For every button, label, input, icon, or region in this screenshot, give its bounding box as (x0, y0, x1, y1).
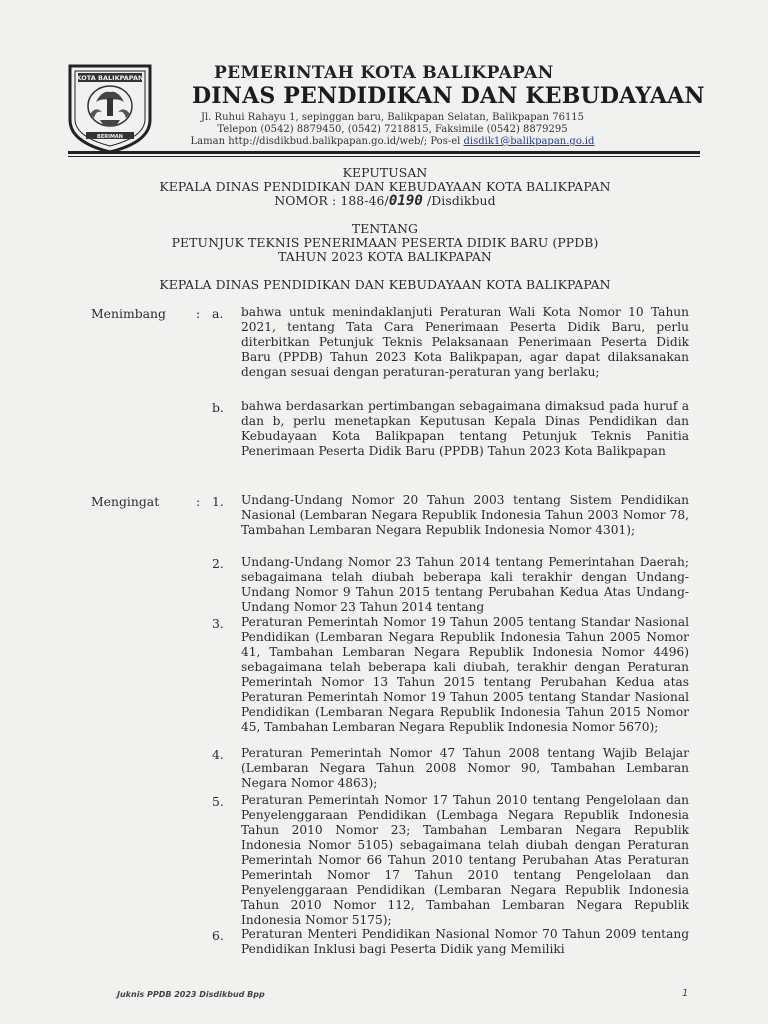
number-suffix: /Disdikbud (422, 193, 496, 208)
about-heading: TENTANG (351, 221, 419, 236)
footer-document-name: Juknis PPDB 2023 Disdikbud Bpp (117, 990, 265, 999)
recalling-item-3: Peraturan Pemerintah Nomor 19 Tahun 2005 tentang Standar Nasional Pendidikan (Lembaran Negara Republik Indonesia Tahun 2005 Nomor 41, Tambahan Lembaran Negara Republik Indonesia Nomor 4496) sebagaimana telah beberapa kali diubah, terakhir dengan Peraturan Pemerintah Nomor 13 Tahun 2015 tentang Perubahan Kedua atas Peraturan Pemerintah Nomor 19 Tahun 2005 tentang Standar Nasional Pendidikan (Lembaran Negara Republik Indonesia Tahun 2015 Nomor 45, Tambahan Lembaran Negara Republik Indonesia Nomor 5670); (241, 615, 689, 734)
web-prefix: Laman http://disdikbud.balikpapan.go.id/web/; Pos-el (190, 136, 464, 147)
handwritten-number: 0190 (388, 193, 423, 209)
decree-heading: KEPUTUSAN (342, 165, 428, 180)
decree-issuer: KEPALA DINAS PENDIDIKAN DAN KEBUDAYAAN KOTA BALIKPAPAN (159, 179, 611, 194)
list-marker: 1. (212, 494, 224, 509)
city-emblem-logo (66, 62, 154, 154)
recalling-item-5: Peraturan Pemerintah Nomor 17 Tahun 2010 tentang Pengelolaan dan Penyelenggaraan Pendidikan (Lembaga Negara Republik Indonesia Tahun 2010 Nomor 23; Tambahan Lembaran Negara Republik Indonesia Nomor 5105) sebagaimana telah diubah dengan Peraturan Pemerintah Nomor 66 Tahun 2010 tentang Perubahan Atas Peraturan Pemerintah Nomor 17 Tahun 2010 tentang Pengelolaan dan Penyelenggaraan Pendidikan (Lembaran Negara Republik Indonesia Tahun 2010 Nomor 112, Tambahan Lembaran Negara Republik Indonesia Nomor 5175); (241, 793, 689, 927)
recalling-label: Mengingat (91, 494, 160, 509)
decree-year: TAHUN 2023 KOTA BALIKPAPAN (278, 249, 492, 264)
recalling-item-6: Peraturan Menteri Pendidikan Nasional Nomor 70 Tahun 2009 tentang Pendidikan Inklusi bagi Peserta Didik yang Memiliki (241, 927, 689, 956)
letterhead-rule-thick (68, 151, 700, 154)
letterhead-rule-thin (68, 156, 700, 157)
official-title: KEPALA DINAS PENDIDIKAN DAN KEBUDAYAAN KOTA BALIKPAPAN (159, 277, 611, 292)
decree-number (90, 194, 680, 208)
emblem-bottom-text: BERIMAN (97, 134, 123, 140)
page-number: 1 (682, 988, 689, 999)
considering-item-a: bahwa untuk menindaklanjuti Peraturan Wali Kota Nomor 10 Tahun 2021, tentang Tata Cara Penerimaan Peserta Didik Baru, perlu diterbitkan Petunjuk Teknis Pelaksanaan Penerimaan Peserta Didik Baru (PPDB) Tahun 2023 Kota Balikpapan, agar dapat dilaksanakan dengan sesuai dengan peraturan-peraturan yang berlaku; (241, 305, 689, 379)
considering-colon: : (196, 306, 201, 321)
address-line: Jl. Ruhui Rahayu 1, sepinggan baru, Balikpapan Selatan, Balikpapan 76115 (200, 112, 585, 123)
list-marker: 4. (212, 747, 224, 762)
agency-name: DINAS PENDIDIKAN DAN KEBUDAYAAN (192, 83, 705, 109)
considering-item-b: bahwa berdasarkan pertimbangan sebagaimana dimaksud pada huruf a dan b, perlu menetapkan Keputusan Kepala Dinas Pendidikan dan Kebudayaan Kota Balikpapan tentang Petunjuk Teknis Panitia Penerimaan Peserta Didik Baru (PPDB) Tahun 2023 Kota Balikpapan (241, 399, 689, 458)
email-link[interactable]: disdik1@balikpapan.go.id (463, 136, 595, 147)
considering-label: Menimbang (91, 306, 166, 321)
government-name: PEMERINTAH KOTA BALIKPAPAN (214, 63, 554, 83)
list-marker: 6. (212, 928, 224, 943)
recalling-item-1: Undang-Undang Nomor 20 Tahun 2003 tentang Sistem Pendidikan Nasional (Lembaran Negara Republik Indonesia Tahun 2003 Nomor 78, Tambahan Lembaran Negara Republik Indonesia Nomor 4301); (241, 493, 689, 537)
number-prefix: NOMOR : 188-46/ (274, 193, 389, 208)
list-marker: 3. (212, 616, 224, 631)
web-line (160, 136, 625, 148)
list-marker: b. (212, 400, 224, 415)
recalling-item-2: Undang-Undang Nomor 23 Tahun 2014 tentang Pemerintahan Daerah; sebagaimana telah diubah beberapa kali terakhir dengan Undang-Undang Nomor 9 Tahun 2015 tentang Perubahan Kedua Atas Undang-Undang Nomor 23 Tahun 2014 tentang (241, 555, 689, 614)
emblem-top-text: KOTA BALIKPAPAN (76, 74, 144, 82)
list-marker: a. (212, 306, 224, 321)
list-marker: 5. (212, 794, 224, 809)
phone-line: Telepon (0542) 8879450, (0542) 7218815, Faksimile (0542) 8879295 (217, 124, 568, 135)
decree-subject: PETUNJUK TEKNIS PENERIMAAN PESERTA DIDIK BARU (PPDB) (171, 235, 599, 250)
recalling-colon: : (196, 494, 201, 509)
list-marker: 2. (212, 556, 224, 571)
recalling-item-4: Peraturan Pemerintah Nomor 47 Tahun 2008 tentang Wajib Belajar (Lembaran Negara Tahun 2008 Nomor 90, Tambahan Lembaran Negara Nomor 4863); (241, 746, 689, 790)
